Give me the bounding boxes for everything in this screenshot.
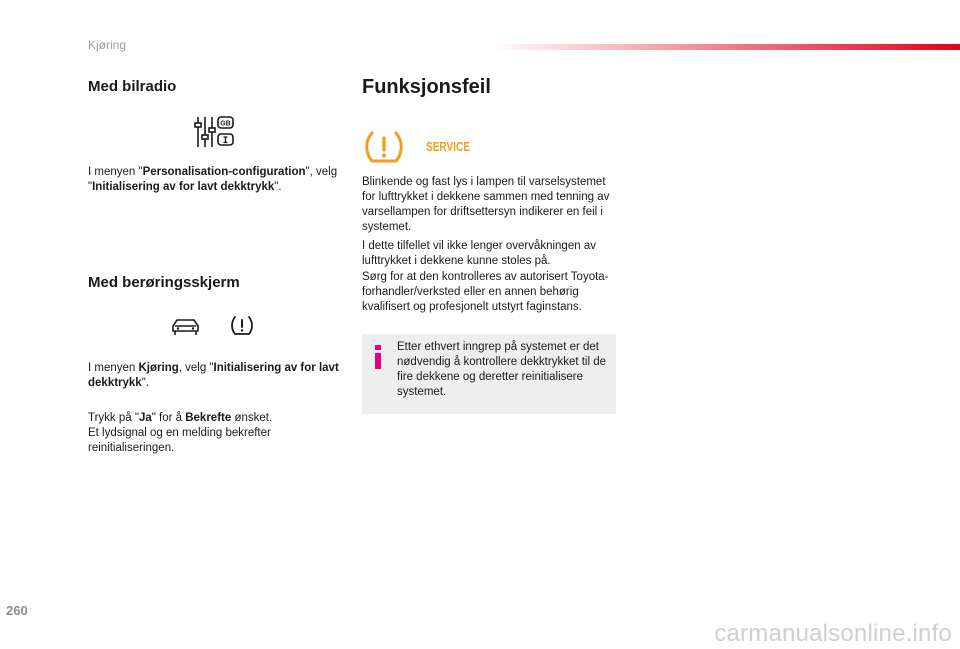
service-label: SERVICE bbox=[426, 139, 471, 154]
info-text: Etter ethvert inngrep på systemet er det nødvendig å kontrollere dekktrykket til de fire dekkene og deretter reinitialisere systemet. bbox=[397, 341, 607, 398]
confirm-instruction: Trykk på "Ja" for å Bekrefte ønsket. Et lydsignal og en melding bekrefter reinitialiseringen. bbox=[88, 412, 273, 454]
malfunction-paragraph-3: Sørg for at den kontrolleres av autorisert Toyota-forhandler/verksted eller en annen behørig kvalifisert og profesjonelt utstyrt faginstans. bbox=[362, 271, 609, 313]
info-icon bbox=[370, 344, 386, 370]
radio-heading: Med bilradio bbox=[88, 78, 177, 95]
page-number: 260 bbox=[6, 603, 28, 618]
service-lamp-icon bbox=[426, 138, 472, 154]
radio-instruction: I menyen "Personalisation-configuration", velg "Initialisering av for lavt dekktrykk". bbox=[88, 166, 338, 193]
tire-pressure-warning-icon bbox=[230, 314, 254, 338]
touchscreen-heading: Med berøringsskjerm bbox=[88, 274, 240, 291]
info-box bbox=[362, 334, 616, 414]
section-title: Kjøring bbox=[88, 38, 127, 52]
watermark: carmanualsonline.info bbox=[714, 620, 952, 647]
touchscreen-instruction: I menyen Kjøring, velg "Initialisering av for lavt dekktrykk". bbox=[88, 362, 339, 389]
malfunction-heading: Funksjonsfeil bbox=[362, 76, 491, 98]
header-accent-bar bbox=[490, 44, 960, 50]
malfunction-paragraph-1: Blinkende og fast lys i lampen til varselsystemet for lufttrykket i dekkene sammen med tenning av varsellampen for driftsettersyn indikerer en feil i systemet. bbox=[362, 176, 610, 233]
svg-text:GB: GB bbox=[220, 120, 231, 128]
tire-pressure-warning-lamp-icon bbox=[364, 130, 404, 166]
settings-sliders-icon bbox=[193, 114, 235, 150]
car-icon bbox=[170, 316, 202, 338]
malfunction-paragraph-2: I dette tilfellet vil ikke lenger overvåkningen av lufttrykket i dekkene kunne stoles på. bbox=[362, 240, 596, 267]
